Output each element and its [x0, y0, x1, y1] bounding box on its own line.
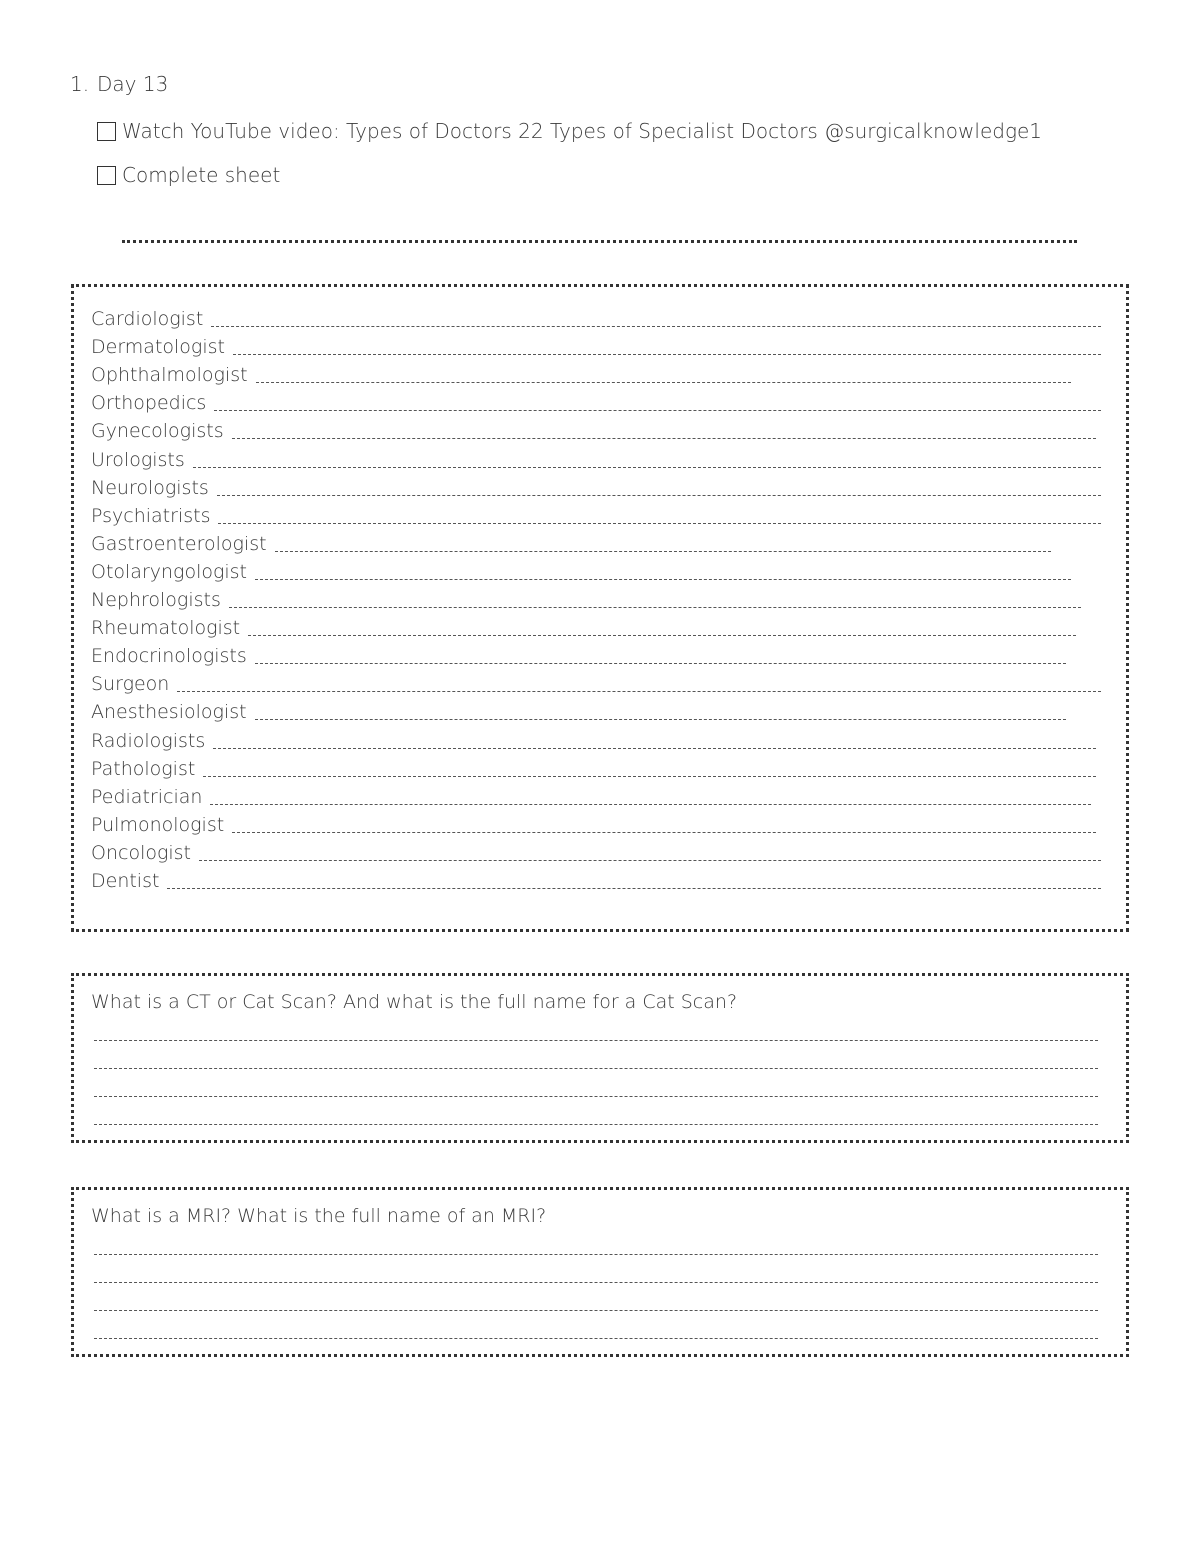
doctor-row: [91, 527, 1111, 555]
doctor-label: Radiologists: [91, 729, 206, 752]
answer-line[interactable]: [94, 1124, 1098, 1125]
doctor-row: [91, 639, 1111, 667]
doctor-label: Endocrinologists: [91, 645, 247, 668]
answer-blank[interactable]: [233, 354, 1101, 355]
answer-blank[interactable]: [203, 776, 1096, 777]
doctor-row: [91, 583, 1111, 611]
doctor-row: [91, 386, 1111, 414]
answer-blank[interactable]: [232, 438, 1096, 439]
doctor-label: Gastroenterologist: [91, 532, 267, 555]
doctor-row: [91, 499, 1111, 527]
answer-blank[interactable]: [248, 635, 1076, 636]
answer-blank[interactable]: [232, 832, 1096, 833]
dotted-divider: [122, 240, 1077, 243]
doctor-row: [91, 471, 1111, 499]
doctor-row: [91, 780, 1111, 808]
answer-blank[interactable]: [214, 410, 1101, 411]
day-heading: [70, 72, 168, 96]
doctor-label: Nephrologists: [91, 589, 221, 612]
doctor-row: [91, 836, 1111, 864]
answer-blank[interactable]: [177, 691, 1101, 692]
doctor-label: Rheumatologist: [91, 617, 241, 640]
doctor-label: Otolaryngologist: [91, 560, 248, 583]
doctor-row: [91, 555, 1111, 583]
doctor-label: Orthopedics: [91, 392, 207, 415]
task-complete-sheet[interactable]: [97, 162, 280, 188]
doctor-label: Pulmonologist: [91, 813, 225, 836]
answer-blank[interactable]: [193, 467, 1101, 468]
answer-blank[interactable]: [211, 326, 1101, 327]
ct-answer-lines: [94, 1040, 1098, 1152]
ct-scan-question: What is a CT or Cat Scan? And what is the full name for a Cat Scan?: [91, 991, 738, 1013]
doctor-row: [91, 611, 1111, 639]
answer-blank[interactable]: [210, 804, 1091, 805]
doctor-label: Pediatrician: [91, 785, 203, 808]
doctor-label: Pathologist: [91, 757, 196, 780]
doctor-label: Psychiatrists: [91, 504, 211, 527]
answer-blank[interactable]: [255, 579, 1071, 580]
answer-line[interactable]: [94, 1338, 1098, 1339]
answer-line[interactable]: [94, 1310, 1098, 1311]
answer-blank[interactable]: [275, 551, 1051, 552]
doctor-row: [91, 330, 1111, 358]
doctor-label: Gynecologists: [91, 420, 224, 443]
answer-line[interactable]: [94, 1040, 1098, 1041]
doctor-row: [91, 667, 1111, 695]
answer-line[interactable]: [94, 1282, 1098, 1283]
ct-scan-question-box: [71, 973, 1129, 1143]
task-label: Watch YouTube video: Types of Doctors 22 Types of Specialist Doctors @surgicalknowledge1: [122, 119, 1042, 143]
doctor-row: [91, 864, 1111, 892]
doctor-row: [91, 808, 1111, 836]
task-watch-video[interactable]: [97, 118, 1042, 144]
doctor-label: Urologists: [91, 448, 185, 471]
doctor-row: [91, 723, 1111, 751]
doctor-label: Dentist: [91, 869, 160, 892]
doctor-label: Anesthesiologist: [91, 701, 247, 724]
doctor-label: Cardiologist: [91, 308, 204, 331]
complete-sheet-checkbox[interactable]: [97, 166, 116, 185]
mri-answer-lines: [94, 1254, 1098, 1366]
doctor-label: Ophthalmologist: [91, 364, 248, 387]
answer-blank[interactable]: [217, 495, 1101, 496]
day-title: Day 13: [97, 72, 169, 96]
doctor-row: [91, 302, 1111, 330]
doctor-row: [91, 414, 1111, 442]
answer-blank[interactable]: [218, 523, 1101, 524]
doctor-types-box: [71, 284, 1129, 932]
answer-blank[interactable]: [213, 748, 1096, 749]
answer-blank[interactable]: [256, 382, 1071, 383]
answer-blank[interactable]: [199, 860, 1101, 861]
answer-blank[interactable]: [167, 888, 1101, 889]
answer-blank[interactable]: [255, 663, 1066, 664]
answer-blank[interactable]: [255, 719, 1066, 720]
doctor-label: Dermatologist: [91, 336, 225, 359]
doctor-label: Oncologist: [91, 841, 192, 864]
mri-question-box: [71, 1187, 1129, 1357]
watch-video-checkbox[interactable]: [97, 122, 116, 141]
doctor-label: Neurologists: [91, 476, 209, 499]
answer-line[interactable]: [94, 1254, 1098, 1255]
doctor-row: [91, 695, 1111, 723]
list-number: 1.: [70, 72, 90, 96]
doctor-list: [91, 302, 1111, 892]
answer-line[interactable]: [94, 1068, 1098, 1069]
mri-question: What is a MRI? What is the full name of an MRI?: [91, 1205, 547, 1227]
doctor-row: [91, 752, 1111, 780]
doctor-row: [91, 358, 1111, 386]
doctor-label: Surgeon: [91, 673, 170, 696]
task-label: Complete sheet: [122, 163, 281, 187]
doctor-row: [91, 442, 1111, 470]
answer-line[interactable]: [94, 1096, 1098, 1097]
answer-blank[interactable]: [229, 607, 1081, 608]
